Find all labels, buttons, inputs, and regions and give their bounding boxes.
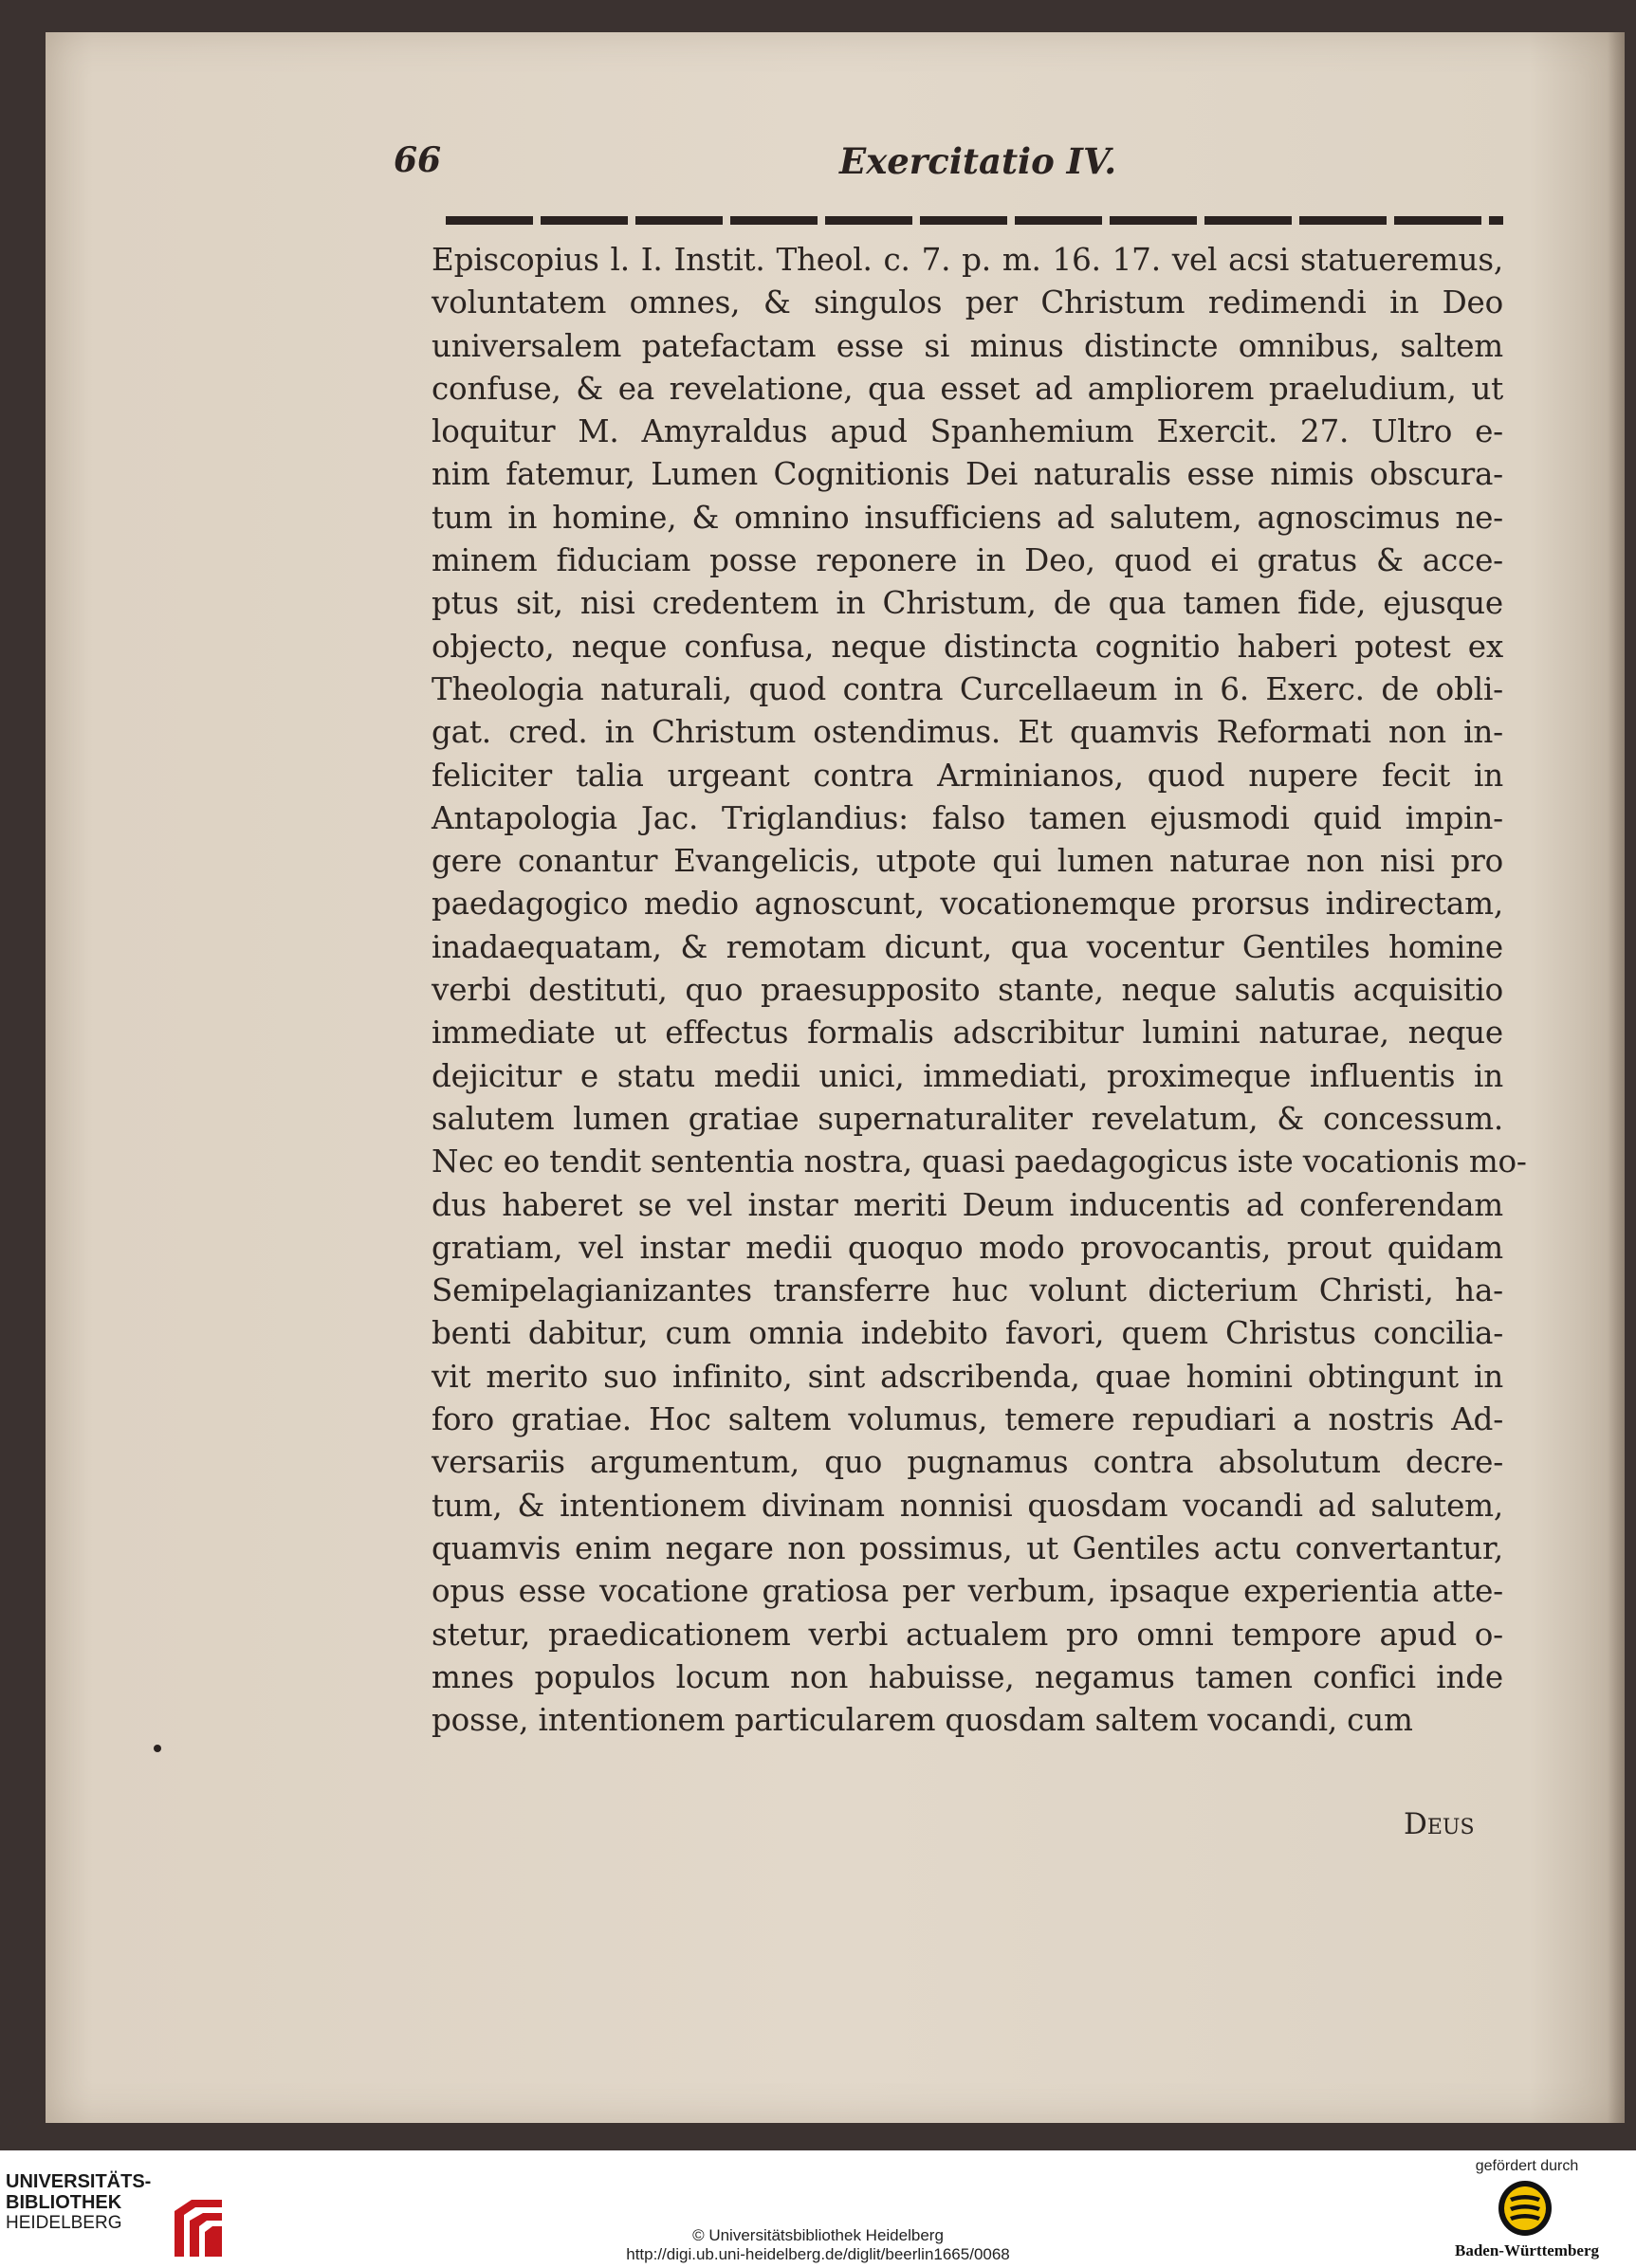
page-edge-shadow: [1608, 32, 1625, 2123]
copyright-notice: © Universitätsbibliothek Heidelberg: [692, 2226, 944, 2244]
text-line: Episcopius l. I. Instit. Theol. c. 7. p. m. 16. 17. vel acsi statueremus,: [432, 242, 1503, 278]
text-line: Theologia naturali, quod contra Curcellaeum in 6. Exerc. de obli-: [432, 670, 1503, 707]
text-line: Semipelagianizantes transferre huc volunt dicterium Christi, ha-: [432, 1272, 1503, 1309]
baden-wuerttemberg-emblem-icon[interactable]: [1497, 2179, 1553, 2238]
viewer-footer: [0, 2150, 1636, 2268]
text-line: objecto, neque confusa, neque distincta cognitio haberi potest ex: [432, 628, 1503, 665]
text-line: versariis argumentum, quo pugnamus contra absolutum decre-: [432, 1444, 1503, 1481]
text-line: gere conantur Evangelicis, utpote qui lumen naturae non nisi pro: [432, 843, 1503, 880]
funder-name: Baden-Württemberg: [1454, 2241, 1600, 2259]
text-line: vit merito suo infinito, sint adscribenda, quae homini obtingunt in: [432, 1358, 1503, 1395]
text-line: immediate ut effectus formalis adscribitur lumini naturae, neque: [432, 1015, 1503, 1052]
text-line: foro gratiae. Hoc saltem volumus, temere repudiari a nostris Ad-: [432, 1401, 1503, 1438]
text-line: voluntatem omnes, & singulos per Christum redimendi in Deo: [432, 284, 1503, 321]
text-line: universalem patefactam esse si minus distincte omnibus, saltem: [432, 327, 1503, 364]
catchword: Deus: [1404, 1807, 1475, 1841]
text-line: verbi destituti, quo praesupposito stante, neque salutis acquisitio: [432, 972, 1503, 1009]
ink-speck: [154, 1745, 161, 1752]
text-line: mnes populos locum non habuisse, negamus tamen confici inde: [432, 1658, 1503, 1695]
text-line: salutem lumen gratiae supernaturaliter revelatum, & concessum.: [432, 1100, 1503, 1137]
text-line: gratiam, vel instar medii quoquo modo provocantis, prout quidam: [432, 1229, 1503, 1266]
text-line: loquitur M. Amyraldus apud Spanhemium Exercit. 27. Ultro e-: [432, 413, 1503, 450]
header-rule: [446, 216, 1503, 225]
text-line: dus haberet se vel instar meriti Deum inducentis ad conferendam: [432, 1186, 1503, 1223]
text-line: stetur, praedicationem verbi actualem pro omni tempore apud o-: [432, 1616, 1503, 1653]
text-line: dejicitur e statu medii unici, immediati, proximeque influentis in: [432, 1057, 1503, 1094]
text-line: opus esse vocatione gratiosa per verbum, ipsaque experientia atte-: [432, 1573, 1503, 1610]
text-line: inadaequatam, & remotam dicunt, qua vocentur Gentiles homine: [432, 928, 1503, 965]
page-header: [394, 140, 1503, 197]
library-name-line2: BIBLIOTHEK: [6, 2192, 122, 2213]
funding-label: gefördert durch: [1475, 2158, 1579, 2174]
text-line: Antapologia Jac. Triglandius: falso tamen ejusmodi quid impin-: [432, 799, 1503, 836]
text-line: feliciter talia urgeant contra Arminianos, quod nupere fecit in: [432, 757, 1503, 794]
text-line: gat. cred. in Christum ostendimus. Et quamvis Reformati non in-: [432, 714, 1503, 751]
body-text: [432, 239, 1527, 1742]
text-line: quamvis enim negare non possimus, ut Gentiles actu convertantur,: [432, 1529, 1503, 1566]
permalink-url[interactable]: http://digi.ub.uni-heidelberg.de/diglit/beerlin1665/0068: [626, 2245, 1010, 2263]
library-name-line1: UNIVERSITÄTS-: [6, 2171, 152, 2192]
text-line: benti dabitur, cum omnia indebito favori, quem Christus concilia-: [432, 1315, 1503, 1352]
text-line: posse, intentionem particularem quosdam saltem vocandi, cum: [432, 1702, 1413, 1739]
library-name-line3: HEIDELBERG: [6, 2213, 122, 2233]
page-number: 66: [394, 140, 442, 180]
text-line: tum, & intentionem divinam nonnisi quosdam vocandi ad salutem,: [432, 1487, 1503, 1524]
text-line: tum in homine, & omnino insufficiens ad salutem, agnoscimus ne-: [432, 499, 1503, 536]
text-line: nim fatemur, Lumen Cognitionis Dei naturalis esse nimis obscura-: [432, 456, 1503, 493]
text-line: confuse, & ea revelatione, qua esset ad ampliorem praeludium, ut: [432, 370, 1503, 407]
text-line: paedagogico medio agnoscunt, vocationemque prorsus indirectam,: [432, 886, 1503, 923]
text-line: minem fiduciam posse reponere in Deo, quod ei gratus & acce-: [432, 542, 1503, 579]
text-line: Nec eo tendit sententia nostra, quasi paedagogicus iste vocationis mo-: [432, 1143, 1527, 1180]
running-head: Exercitatio IV.: [839, 140, 1117, 182]
text-line: ptus sit, nisi credentem in Christum, de qua tamen fide, ejusque: [432, 585, 1503, 622]
